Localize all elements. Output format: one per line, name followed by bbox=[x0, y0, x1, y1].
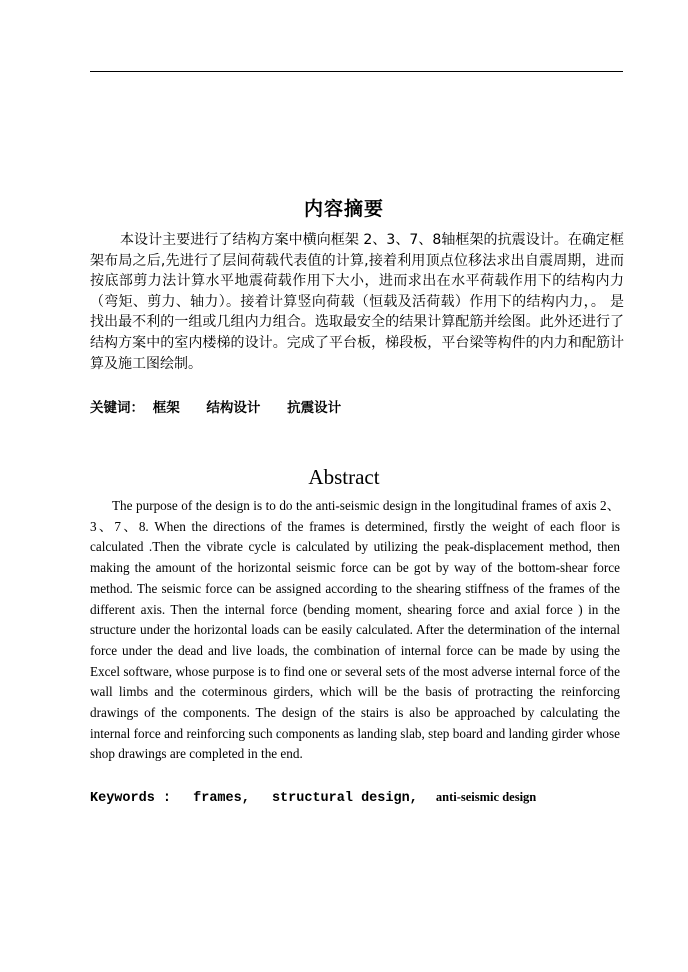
chinese-abstract-body bbox=[90, 230, 624, 374]
chinese-abstract-paragraph: 本设计主要进行了结构方案中横向框架 2、3、7、8轴框架的抗震设计。在确定框架布局之后,先进行了层间荷载代表值的计算,接着利用顶点位移法求出自震周期，进而按底部剪力法计算水平地震荷载作用下大小，进而求出在水平荷载作用下的结构内力（弯矩、剪力、轴力）。接着计算竖向荷载（恒载及活荷载）作用下的结构内力，。 是找出最不利的一组或几组内力组合。选取最安全的结果计算配筋并绘图。此外还进行了结构方案中的室内楼梯的设计。完成了平台板，梯段板，平台梁等构件的内力和配筋计算及施工图绘制。 bbox=[90, 232, 624, 372]
english-abstract-paragraph: The purpose of the design is to do the anti-seismic design in the longitudinal frames of axis 2、3、7、8. When the directions of the frames is determined, firstly the weight of each floor is calculated .Then the vibrate cycle is calculated by utilizing the peak-displacement method, then making the amount of the horizontal seismic force can be got by way of the bottom-shear force method. The seismic force can be assigned according to the shearing stiffness of the frames of the different axis. Then the internal force (bending moment, shearing force and axial force ) in the structure under the horizontal loads can be easily calculated. After the determination of the internal force under the dead and live loads, the combination of internal force can be made by using the Excel software, whose purpose is to find one or several sets of the most adverse internal force of the wall limbs and the coterminous girders, which will be the basis of protracting the reinforcing drawings of the components. The design of the stairs is also be approached by calculating the internal force and reinforcing such components as landing slab, step board and landing girder whose shop drawings are completed in the end. bbox=[90, 498, 620, 762]
chinese-keyword: 抗震设计 bbox=[287, 400, 342, 416]
english-abstract-body bbox=[90, 496, 620, 765]
english-keyword: anti-seismic design bbox=[435, 790, 537, 804]
english-keyword: frames, bbox=[193, 791, 250, 806]
english-keywords bbox=[90, 790, 630, 806]
english-keyword: structural design, bbox=[271, 791, 418, 806]
chinese-keyword: 框架 bbox=[152, 400, 180, 416]
english-keywords-label: Keywords : bbox=[90, 791, 172, 806]
chinese-keyword: 结构设计 bbox=[206, 400, 261, 416]
chinese-keywords-label: 关键词： bbox=[90, 400, 144, 416]
header-rule bbox=[90, 71, 623, 72]
english-abstract-title: Abstract bbox=[308, 465, 380, 489]
chinese-abstract-title: 内容摘要 bbox=[303, 198, 384, 220]
chinese-keywords bbox=[90, 396, 624, 416]
